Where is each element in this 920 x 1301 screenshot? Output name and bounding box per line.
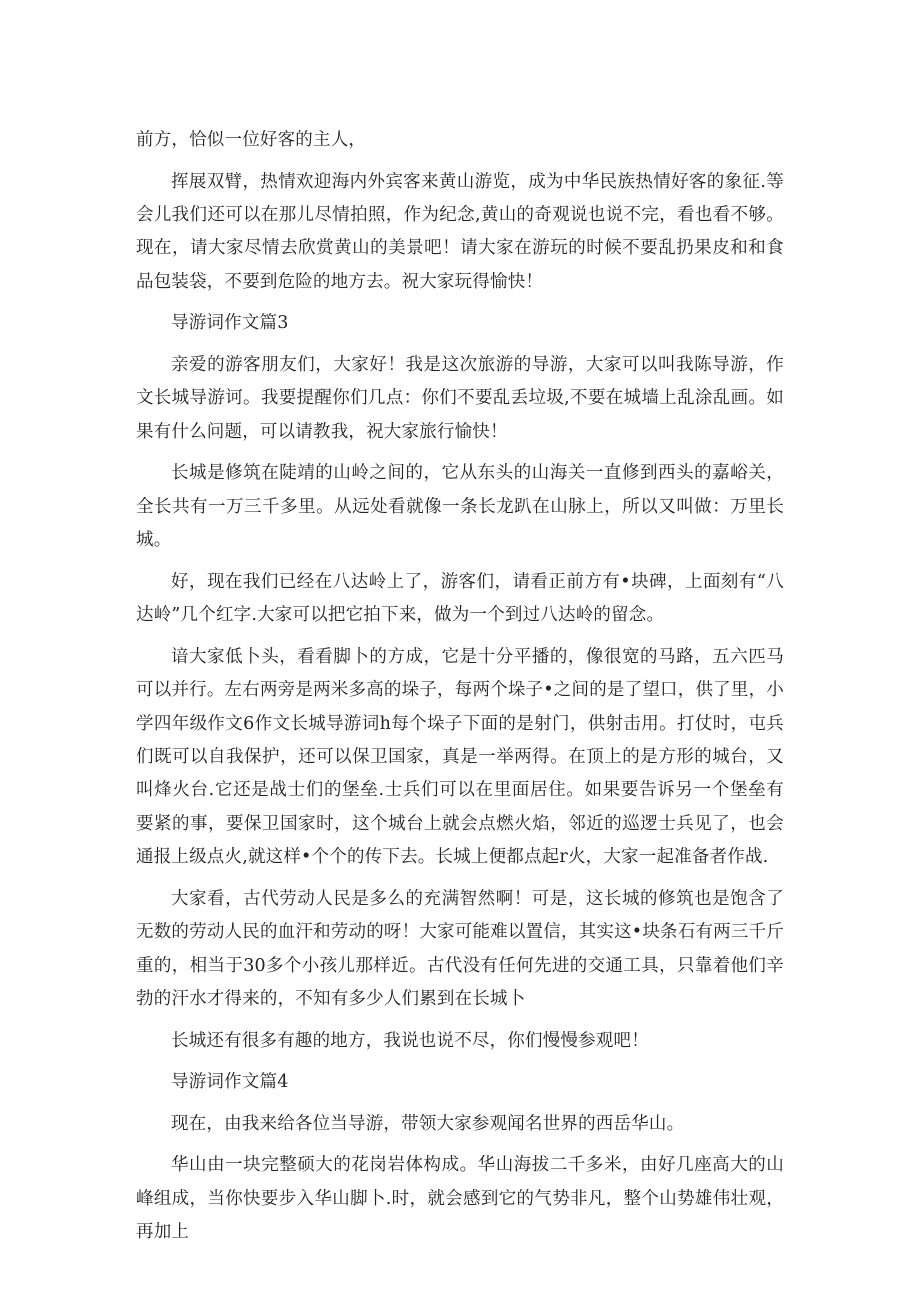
paragraph-greatwall-structure: 谙大家低卜头，看看脚卜的方成，它是十分平播的，像很宽的马路，五六匹马可以并行。左右两旁是两米多高的垛子，每两个垛子•之间的是了望口，供了里，小学四年级作文6作文长城导游词h每个垛子下面的是射门，供射击用。打仗时，屯兵们既可以自我保护，还可以保卫国家，真是一举两得。在顶上的是方形的城台，又叫烽火台.它还是战士们的堡垒.士兵们可以在里面居住。如果要告诉另一个堡垒有要紧的事，要保卫国家时，这个城台上就会点燃火焰，邻近的巡逻士兵见了，也会通报上级点火,就这样•个个的传下去。长城上便都点起r火，大家一起准备者作战. <box>136 646 784 868</box>
paragraph-greatwall-greeting: 亲爱的游客朋友们，大家好！我是这次旅游的导游，大家可以叫我陈导游，作文长城导游诃。我要提醒你们几点：你们不要乱丢垃圾,不要在城墙上乱涂乱画。如果有什么问题，可以请教我，祝大家旅行愉快！ <box>136 355 784 442</box>
paragraph-badaling-stele: 好，现在我们已经在八达岭上了，游客们，请看正前方有•块碑，上面刻有“八达岭”几个红字.大家可以把它拍下来，做为一个到过八达岭的留念。 <box>136 571 784 626</box>
section-heading-4: 导游词作文篇4 <box>171 1072 289 1093</box>
paragraph-greatwall-closing: 长城还有很多有趣的地方，我说也说不尽，你们慢慢参观吧！ <box>171 1030 649 1051</box>
paragraph-greatwall-intro: 长城是修筑在陡靖的山岭之间的，它从东头的山海关一直修到西头的嘉峪关，全长共有一万三千多里。从远处看就像一条长龙趴在山脉上，所以又叫做：万里长城。 <box>136 463 784 551</box>
paragraph-huashan-intro: 现在，由我来给各位当导游，带领大家参观闻名世界的西岳华山。 <box>171 1113 685 1134</box>
section-heading-3: 导游词作文篇3 <box>171 313 289 334</box>
paragraph-huashan-description: 华山由一块完整硕大的花岗岩体构成。华山海拔二千多米，由好几座高大的山峰组成，当你快要步入华山脚卜.时，就会感到它的气势非凡，整个山势雄伟壮观，再加上 <box>136 1155 784 1243</box>
paragraph-greatwall-labor: 大家看，古代劳动人民是多么的充满智然啊！可是，这长城的修筑也是饱含了无数的劳动人民的血汗和劳动的呀！大家可能难以置信，其实这•块条石有两三千斤重的，相当于30多个小孩儿那样近。古代没有任何先进的交通工具，只靠着他们辛勃的汗水才得来的，不知有多少人们累到在长城卜 <box>136 888 784 1010</box>
paragraph-huangshan-welcome: 挥展双臂，热情欢迎海内外宾客来黄山游览，成为中华民族热情好客的象征.等会儿我们还可以在那儿尽情拍照，作为纪念,黄山的奇观说也说不完，看也看不够。现在，请大家尽情去欣赏黄山的美景吧！请大家在游玩的时候不要乱扔果皮和和食品包装袋，不要到危险的地方去。祝大家玩得愉快！ <box>136 171 784 292</box>
document-body <box>136 124 784 1258</box>
paragraph-huangshan-end-intro: 前方，恰似一位好客的主人， <box>136 130 367 150</box>
